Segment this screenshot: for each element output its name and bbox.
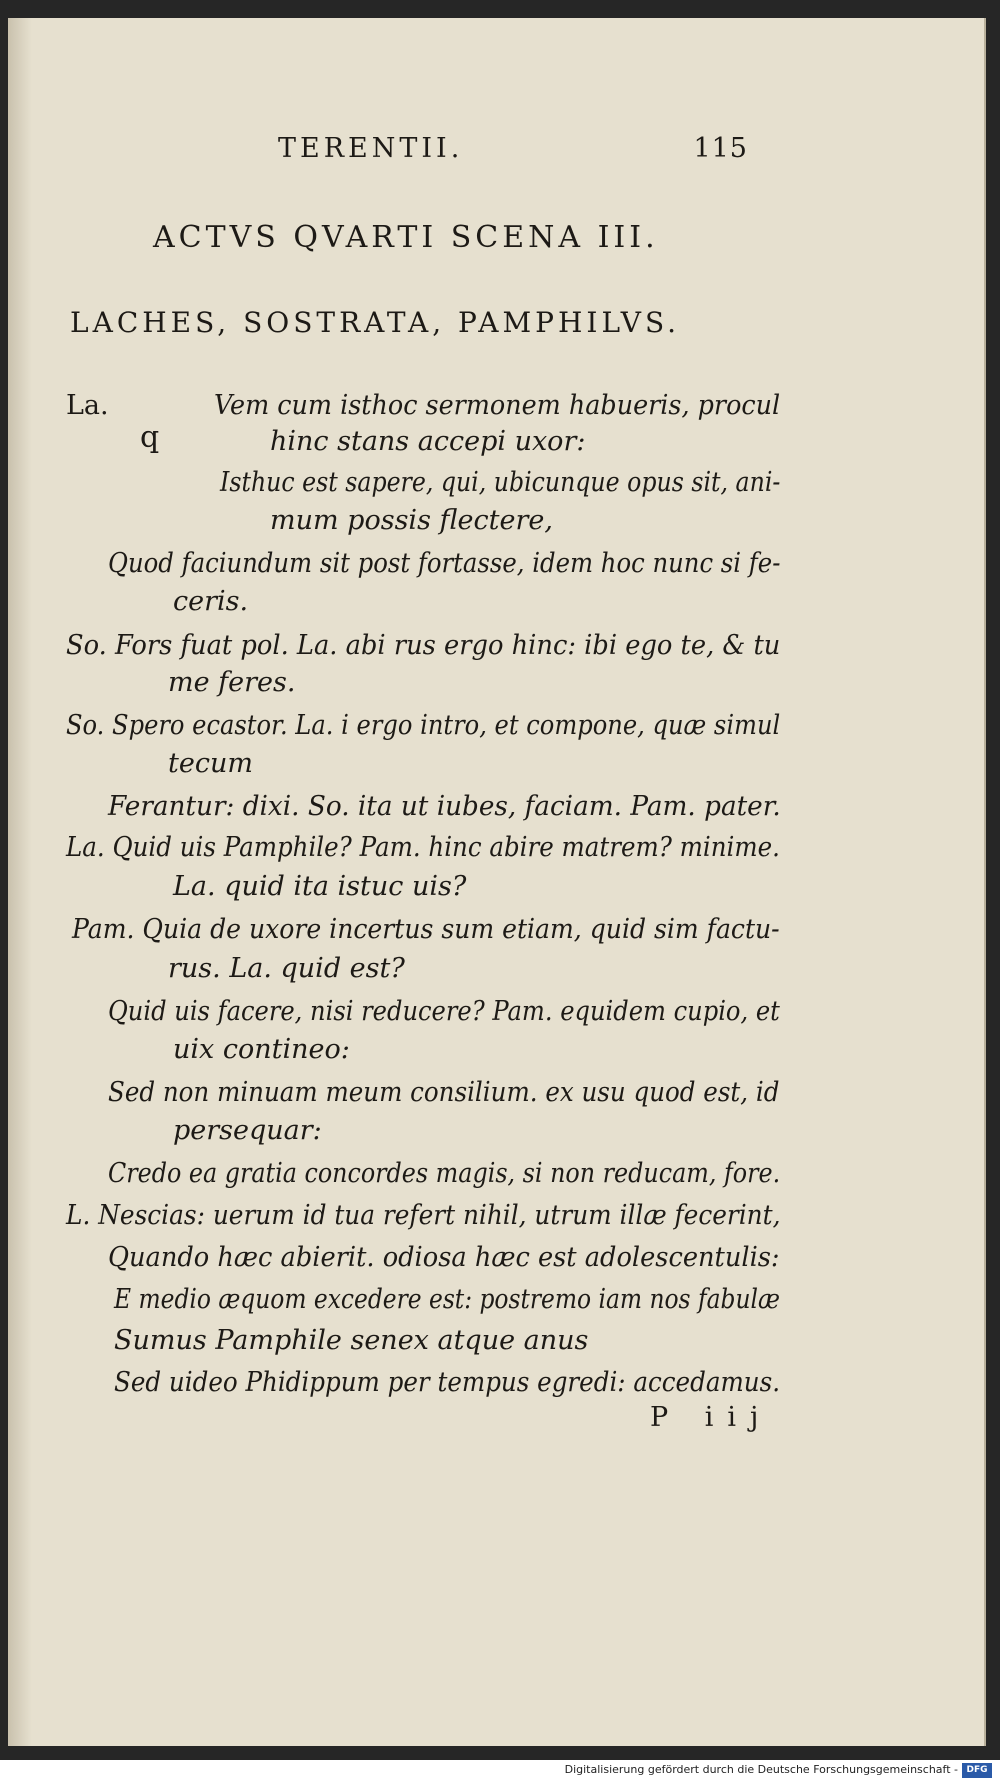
text-line: So. Spero ecastor. La. i ergo intro, et compone, quæ simul bbox=[66, 710, 781, 741]
text-line: So. Fors fuat pol. La. abi rus ergo hinc: ibi ego te, & tu bbox=[66, 630, 781, 661]
dfg-logo: DFG bbox=[962, 1763, 992, 1778]
text-line: tecum bbox=[168, 748, 253, 779]
text-line: Credo ea gratia concordes magis, si non reducam, fore. bbox=[108, 1158, 781, 1189]
text-line: Quod faciundum sit post fortasse, idem hoc nunc si fe- bbox=[108, 548, 781, 579]
text-line: mum possis flectere, bbox=[270, 505, 553, 536]
text-line: uix contineo: bbox=[173, 1034, 350, 1065]
text-line: rus. La. quid est? bbox=[168, 953, 405, 984]
text-line: ceris. bbox=[173, 586, 249, 617]
text-line: E medio æquom excedere est: postremo iam nos fabulæ bbox=[114, 1284, 780, 1315]
text-line: Sumus Pamphile senex atque anus bbox=[114, 1325, 589, 1356]
footer-credit: Digitalisierung gefördert durch die Deutsche Forschungsgemeinschaft - bbox=[564, 1763, 958, 1776]
text-line: hinc stans accepi uxor: bbox=[270, 426, 586, 457]
running-head-title: TERENTII. bbox=[278, 133, 464, 164]
signature-mark: P iij bbox=[650, 1402, 773, 1433]
text-line: Vem cum isthoc sermonem habueris, procul bbox=[214, 390, 781, 421]
text-line: Isthuc est sapere, qui, ubicunque opus sit, ani- bbox=[220, 467, 781, 498]
text-line: Quid uis facere, nisi reducere? Pam. equidem cupio, et bbox=[108, 996, 780, 1027]
page-gutter-shadow bbox=[8, 18, 32, 1746]
scene-characters: LACHES, SOSTRATA, PAMPHILVS. bbox=[70, 306, 681, 339]
text-line: me feres. bbox=[168, 667, 296, 698]
drop-initial: q bbox=[140, 420, 160, 455]
text-line: Sed non minuam meum consilium. ex usu quod est, id bbox=[108, 1077, 780, 1108]
text-line: Sed uideo Phidippum per tempus egredi: accedamus. bbox=[114, 1367, 781, 1398]
book-page bbox=[8, 18, 986, 1746]
digitization-footer bbox=[0, 1760, 1000, 1783]
text-line: La. Quid uis Pamphile? Pam. hinc abire matrem? minime. bbox=[66, 832, 780, 863]
scene-title: ACTVS QVARTI SCENA III. bbox=[153, 220, 659, 255]
speaker-label: La. bbox=[66, 390, 109, 421]
text-line: Quando hæc abierit. odiosa hæc est adolescentulis: bbox=[108, 1242, 780, 1273]
text-line: Ferantur: dixi. So. ita ut iubes, faciam. Pam. pater. bbox=[108, 791, 781, 822]
page-number: 115 bbox=[693, 133, 748, 164]
text-line: Pam. Quia de uxore incertus sum etiam, quid sim factu- bbox=[72, 914, 780, 945]
text-line: La. quid ita istuc uis? bbox=[173, 871, 467, 902]
text-line: L. Nescias: uerum id tua refert nihil, utrum illæ fecerint, bbox=[66, 1200, 781, 1231]
text-line: persequar: bbox=[173, 1115, 322, 1146]
